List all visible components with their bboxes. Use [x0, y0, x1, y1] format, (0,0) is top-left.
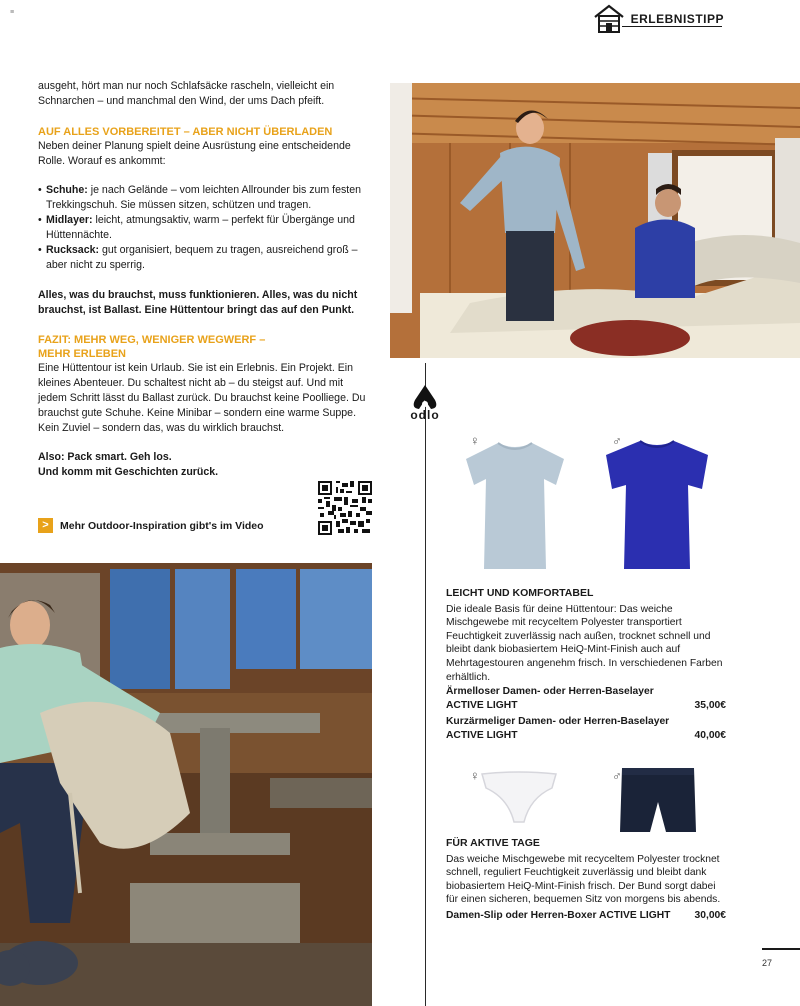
- page-number-rule: [762, 948, 800, 950]
- column-divider: [425, 363, 426, 1006]
- product2-item: [446, 909, 726, 923]
- closing-line-1: Also: Pack smart. Geh los.: [38, 451, 172, 463]
- product2-title: FÜR AKTIVE TAGE: [446, 837, 540, 849]
- product2-description: Das weiche Mischgewebe mit recyceltem Polyester trocknet schnell, reguliert Feuchtigkeit zuverlässig und bleibt dank biobasiertem HeiQ-Mint-Finish frisch. Der Bund sorgt dabei für einen sicheren, bequemen Sitz von morgens bis abends.: [446, 853, 721, 906]
- odlo-logo: [401, 382, 449, 422]
- hut-icon: [593, 4, 625, 34]
- male-symbol: ♂: [612, 768, 622, 783]
- arrow-right-icon: >: [38, 518, 53, 533]
- product1-item: [446, 715, 726, 742]
- product2-item-price: 30,00€: [694, 909, 726, 921]
- product1-item: [446, 685, 726, 712]
- product1-item-name: Ärmelloser Damen- oder Herren-Baselayer: [446, 686, 654, 698]
- intro-text: ausgeht, hört man nur noch Schlafsäcke rascheln, vielleicht ein Schnarchen – und manchmal den Wind, der ums Dach pfeift.: [38, 80, 335, 107]
- male-symbol: ♂: [612, 433, 622, 448]
- product2-block: [446, 837, 726, 923]
- product1-item-price: 40,00€: [694, 729, 726, 741]
- section1-statement: Alles, was du brauchst, muss funktionieren. Alles, was du nicht brauchst, ist Ballast. Eine Hüttentour bringt das auf den Punkt.: [38, 289, 358, 316]
- male-shirt-image: [602, 437, 712, 572]
- female-shirt-image: [460, 437, 570, 572]
- list-item: • Schuhe: je nach Gelände – vom leichten Allrounder bis zum festen Trekkingschuh. Sie müssen sitzen, schützen und tragen.: [38, 183, 373, 213]
- boxer-image: [616, 764, 700, 836]
- section1-text: Neben deiner Planung spielt deine Ausrüstung eine entscheidende Rolle. Worauf es ankommt:: [38, 140, 351, 167]
- product1-item-model: ACTIVE LIGHT: [446, 729, 518, 741]
- equipment-list: [38, 183, 373, 273]
- list-item: • Rucksack: gut organisiert, bequem zu tragen, ausreichend groß – aber nicht zu sperrig.: [38, 243, 373, 273]
- product1-item-name: Kurzärmeliger Damen- oder Herren-Baselayer: [446, 716, 670, 728]
- header-tag-label: ERLEBNISTIPP: [630, 12, 724, 26]
- product1-block: [446, 587, 726, 743]
- section2-heading-line2: MEHR ERLEBEN: [38, 348, 127, 360]
- product1-item-model: ACTIVE LIGHT: [446, 699, 518, 711]
- page-number: 27: [761, 958, 772, 968]
- odlo-wordmark: odlo: [410, 408, 440, 422]
- product1-item-price: 35,00€: [694, 699, 726, 711]
- corner-mark: ≡: [10, 9, 15, 16]
- header-rule: [622, 26, 722, 27]
- female-symbol: ♀: [470, 433, 480, 448]
- header-tag: [593, 4, 724, 34]
- product2-item-name: Damen-Slip oder Herren-Boxer ACTIVE LIGHT: [446, 909, 671, 921]
- product1-description: Die ideale Basis für deine Hüttentour: Das weiche Mischgewebe mit recyceltem Polyester transportiert Feuchtigkeit zuverlässig nach außen, trocknet schnell und bleibt dank biobasiertem HeiQ-Mint-Finish auch auf Mehrtagestouren angenehm frisch. In verschiedenen Farben erhältlich.: [446, 603, 723, 683]
- section2-heading-line1: FAZIT: MEHR WEG, WENIGER WEGWERF –: [38, 334, 266, 346]
- brief-image: [478, 768, 560, 826]
- video-link[interactable]: [38, 518, 264, 533]
- hut-room-photo: [390, 83, 800, 358]
- section2-text: Eine Hüttentour ist kein Urlaub. Sie ist ein Erlebnis. Ein Projekt. Ein kleines Abenteuer. Du schaltest nicht ab – du steigst auf. Und mit jedem Schritt lässt du Ballast zurück. Du brauchst keine Poolliege. Du brauchst gute Schuhe. Keine Minibar – sondern eine warme Suppe. Kein Zuviel – sondern das, was du wirklich brauchst.: [38, 362, 366, 434]
- list-item: • Midlayer: leicht, atmungsaktiv, warm – perfekt für Übergänge und Hüttennächte.: [38, 213, 373, 243]
- qr-code[interactable]: [318, 481, 372, 535]
- section1-heading: AUF ALLES VORBEREITET – ABER NICHT ÜBERLADEN: [38, 126, 333, 138]
- product1-title: LEICHT UND KOMFORTABEL: [446, 587, 594, 599]
- backpack-photo: [0, 563, 372, 1006]
- female-symbol: ♀: [470, 768, 480, 783]
- closing-line-2: Und komm mit Geschichten zurück.: [38, 466, 219, 478]
- video-link-label[interactable]: Mehr Outdoor-Inspiration gibt's im Video: [60, 519, 264, 532]
